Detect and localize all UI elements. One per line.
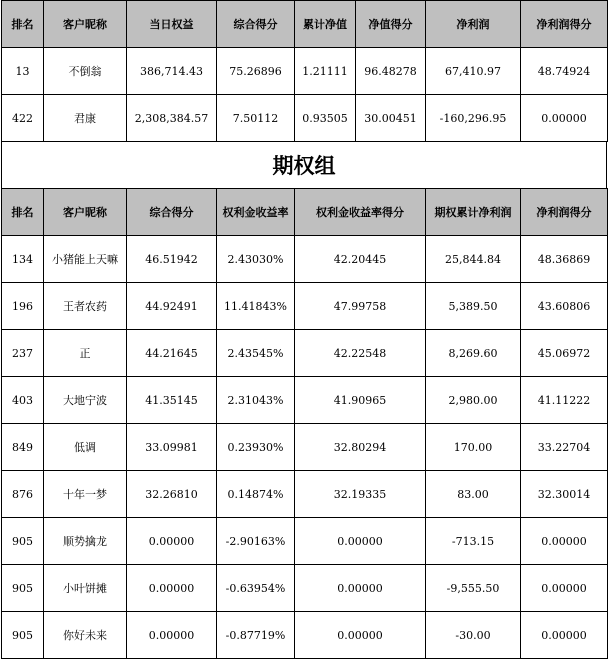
cell-nickname: 低调 <box>44 424 127 471</box>
cell-premium-yield: 2.31043% <box>217 377 295 424</box>
cell-nickname: 王者农药 <box>44 283 127 330</box>
options-ranking-table <box>1 188 608 659</box>
cell-net-profit-score: 0.00000 <box>521 612 608 659</box>
table-header-row <box>2 189 608 236</box>
cell-nickname: 顺势擒龙 <box>44 518 127 565</box>
cell-overall-score: 7.50112 <box>217 95 295 142</box>
cell-nickname: 你好未来 <box>44 612 127 659</box>
header-premium-yield-score: 权利金收益率得分 <box>295 189 426 236</box>
cell-net-profit-score: 0.00000 <box>521 565 608 612</box>
cell-premium-yield: 11.41843% <box>217 283 295 330</box>
table-row <box>2 612 608 659</box>
cell-net-profit-score: 0.00000 <box>521 95 608 142</box>
cell-net-profit-score: 48.74924 <box>521 48 608 95</box>
header-net-value: 累计净值 <box>295 1 356 48</box>
cell-net-profit-score: 48.36869 <box>521 236 608 283</box>
cell-premium-yield-score: 0.00000 <box>295 565 426 612</box>
cell-options-net-profit: 5,389.50 <box>426 283 521 330</box>
cell-nickname: 小叶饼摊 <box>44 565 127 612</box>
header-options-net-profit: 期权累计净利润 <box>426 189 521 236</box>
cell-premium-yield: -0.63954% <box>217 565 295 612</box>
cell-options-net-profit: 25,844.84 <box>426 236 521 283</box>
cell-nickname: 小猪能上天嘛 <box>44 236 127 283</box>
header-net-profit: 净利润 <box>426 1 521 48</box>
cell-premium-yield-score: 41.90965 <box>295 377 426 424</box>
header-net-profit-score: 净利润得分 <box>521 1 608 48</box>
cell-premium-yield-score: 0.00000 <box>295 518 426 565</box>
cell-overall-score: 75.26896 <box>217 48 295 95</box>
cell-rank: 849 <box>2 424 44 471</box>
header-nickname: 客户昵称 <box>44 189 127 236</box>
cell-options-net-profit: -713.15 <box>426 518 521 565</box>
cell-options-net-profit: -9,555.50 <box>426 565 521 612</box>
header-equity: 当日权益 <box>127 1 217 48</box>
cell-net-value: 1.21111 <box>295 48 356 95</box>
cell-net-profit-score: 0.00000 <box>521 518 608 565</box>
cell-net-value-score: 30.00451 <box>356 95 426 142</box>
table-row <box>2 518 608 565</box>
cell-rank: 403 <box>2 377 44 424</box>
cell-premium-yield: -0.87719% <box>217 612 295 659</box>
options-group-title: 期权组 <box>1 142 607 188</box>
cell-nickname: 大地宁波 <box>44 377 127 424</box>
cell-premium-yield: -2.90163% <box>217 518 295 565</box>
cell-premium-yield: 2.43545% <box>217 330 295 377</box>
cell-rank: 905 <box>2 612 44 659</box>
cell-net-profit-score: 32.30014 <box>521 471 608 518</box>
cell-overall-score: 33.09981 <box>127 424 217 471</box>
cell-nickname: 十年一梦 <box>44 471 127 518</box>
cell-nickname: 不倒翁 <box>44 48 127 95</box>
cell-premium-yield-score: 32.80294 <box>295 424 426 471</box>
cell-net-profit-score: 45.06972 <box>521 330 608 377</box>
cell-net-profit: -160,296.95 <box>426 95 521 142</box>
cell-overall-score: 32.26810 <box>127 471 217 518</box>
table-row <box>2 377 608 424</box>
cell-overall-score: 0.00000 <box>127 612 217 659</box>
cell-overall-score: 46.51942 <box>127 236 217 283</box>
cell-premium-yield: 2.43030% <box>217 236 295 283</box>
cell-options-net-profit: 8,269.60 <box>426 330 521 377</box>
table-row <box>2 330 608 377</box>
cell-premium-yield-score: 47.99758 <box>295 283 426 330</box>
table-row <box>2 236 608 283</box>
cell-overall-score: 44.21645 <box>127 330 217 377</box>
table-row <box>2 48 608 95</box>
cell-premium-yield-score: 32.19335 <box>295 471 426 518</box>
cell-nickname: 君康 <box>44 95 127 142</box>
cell-net-profit-score: 33.22704 <box>521 424 608 471</box>
cell-options-net-profit: 170.00 <box>426 424 521 471</box>
cell-overall-score: 41.35145 <box>127 377 217 424</box>
header-nickname: 客户昵称 <box>44 1 127 48</box>
table-header-row <box>2 1 608 48</box>
header-overall-score: 综合得分 <box>127 189 217 236</box>
cell-overall-score: 0.00000 <box>127 565 217 612</box>
cell-premium-yield-score: 0.00000 <box>295 612 426 659</box>
cell-nickname: 正 <box>44 330 127 377</box>
cell-net-profit-score: 43.60806 <box>521 283 608 330</box>
cell-net-profit: 67,410.97 <box>426 48 521 95</box>
futures-ranking-table <box>1 0 608 142</box>
cell-rank: 134 <box>2 236 44 283</box>
cell-overall-score: 0.00000 <box>127 518 217 565</box>
header-rank: 排名 <box>2 189 44 236</box>
cell-net-value: 0.93505 <box>295 95 356 142</box>
header-rank: 排名 <box>2 1 44 48</box>
cell-rank: 905 <box>2 565 44 612</box>
cell-premium-yield-score: 42.22548 <box>295 330 426 377</box>
cell-premium-yield: 0.14874% <box>217 471 295 518</box>
header-premium-yield: 权利金收益率 <box>217 189 295 236</box>
table-row <box>2 565 608 612</box>
cell-equity: 2,308,384.57 <box>127 95 217 142</box>
header-net-profit-score: 净利润得分 <box>521 189 608 236</box>
cell-options-net-profit: 2,980.00 <box>426 377 521 424</box>
cell-rank: 905 <box>2 518 44 565</box>
cell-premium-yield-score: 42.20445 <box>295 236 426 283</box>
table-row <box>2 95 608 142</box>
cell-overall-score: 44.92491 <box>127 283 217 330</box>
cell-rank: 422 <box>2 95 44 142</box>
cell-net-value-score: 96.48278 <box>356 48 426 95</box>
table-row <box>2 424 608 471</box>
cell-rank: 237 <box>2 330 44 377</box>
cell-options-net-profit: 83.00 <box>426 471 521 518</box>
header-net-value-score: 净值得分 <box>356 1 426 48</box>
table-row <box>2 283 608 330</box>
cell-premium-yield: 0.23930% <box>217 424 295 471</box>
cell-net-profit-score: 41.11222 <box>521 377 608 424</box>
cell-options-net-profit: -30.00 <box>426 612 521 659</box>
cell-rank: 196 <box>2 283 44 330</box>
cell-rank: 876 <box>2 471 44 518</box>
header-overall-score: 综合得分 <box>217 1 295 48</box>
cell-rank: 13 <box>2 48 44 95</box>
table-row <box>2 471 608 518</box>
cell-equity: 386,714.43 <box>127 48 217 95</box>
